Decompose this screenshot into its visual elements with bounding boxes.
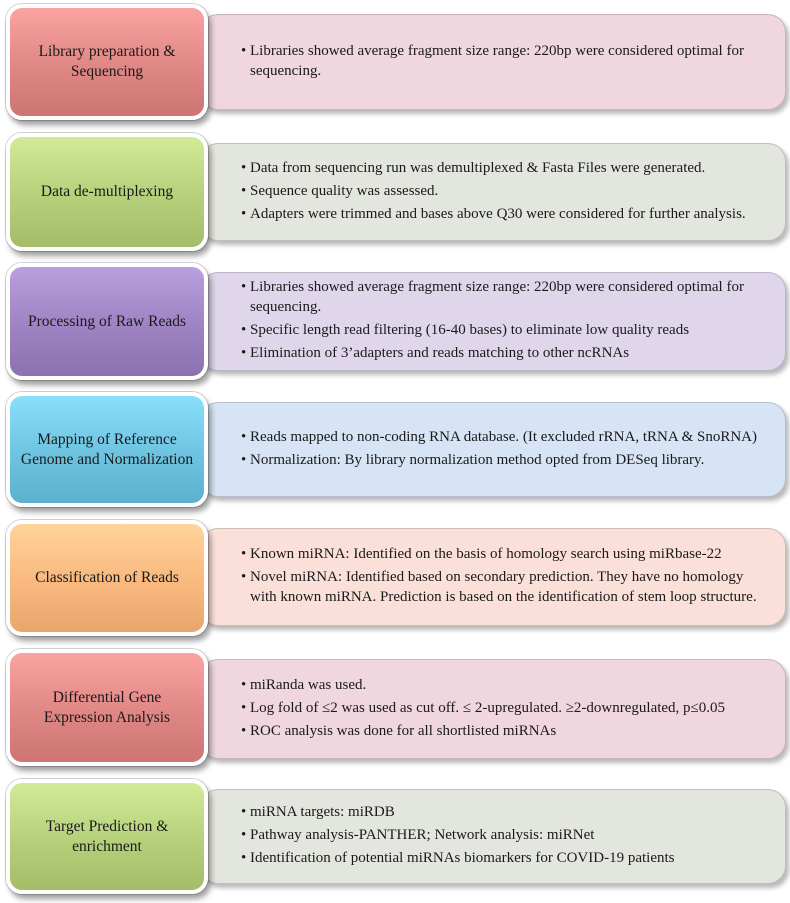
step-label-box [6,649,208,766]
step-detail-panel [200,143,786,241]
step-label-box [6,133,208,251]
step-label-box [6,520,208,636]
workflow-step-row [0,394,790,505]
step-detail-panel [200,14,786,110]
step-label: Differential Gene Expression Analysis [43,688,171,726]
step-label: Target Prediction & enrichment [45,817,169,855]
step-label: Processing of Raw Reads [28,312,186,330]
step-bullet: • Log fold of ≤2 was used as cut off. ≤ 2-upregulated. ≥2-downregulated, p≤0.05 [241,698,769,718]
step-bullet-list [241,675,769,744]
workflow-step-row [0,265,790,378]
step-bullet: • Elimination of 3’adapters and reads matching to other ncRNAs [241,343,769,363]
step-bullet: • Adapters were trimmed and bases above Q30 were considered for further analysis. [241,204,769,224]
workflow-step-row [0,522,790,634]
step-bullet: • miRNA targets: miRDB [241,802,769,822]
workflow-step-row [0,135,790,249]
step-bullet: • Identification of potential miRNAs biomarkers for COVID-19 patients [241,848,769,868]
step-bullet: • Known miRNA: Identified on the basis of homology search using miRbase-22 [241,544,769,564]
step-bullet-list [241,802,769,871]
step-bullet: • Normalization: By library normalization method opted from DESeq library. [241,450,769,470]
step-bullet: • ROC analysis was done for all shortlisted miRNAs [241,721,769,741]
step-bullet-list [241,41,769,84]
step-bullet: • Reads mapped to non-coding RNA database. (It excluded rRNA, tRNA & SnoRNA) [241,427,769,447]
step-label: Classification of Reads [35,569,179,586]
step-detail-panel [200,402,786,497]
step-label: Mapping of Reference Genome and Normalization [20,430,194,468]
step-detail-panel [200,272,786,371]
step-label-box [6,4,208,120]
workflow-step-row [0,6,790,118]
step-bullet: • Pathway analysis-PANTHER; Network analysis: miRNet [241,825,769,845]
step-detail-panel [200,528,786,626]
step-bullet: • Libraries showed average fragment size range: 220bp were considered optimal for sequencing. [241,41,769,81]
step-label: Library preparation & Sequencing [38,43,176,80]
step-label-box [6,263,208,380]
step-detail-panel [200,789,786,884]
step-bullet: • Specific length read filtering (16-40 bases) to eliminate low quality reads [241,320,769,340]
step-label-box [6,779,208,894]
workflow-step-row [0,781,790,892]
step-bullet: • Data from sequencing run was demultiplexed & Fasta Files were generated. [241,158,769,178]
step-bullet: • Libraries showed average fragment size range: 220bp were considered optimal for sequencing. [241,277,769,317]
step-label-box [6,392,208,507]
step-bullet-list [241,544,769,610]
step-detail-panel [200,659,786,759]
step-bullet-list [241,158,769,227]
step-bullet-list [241,277,769,366]
step-bullet: • Sequence quality was assessed. [241,181,769,201]
step-bullet-list [241,427,769,473]
step-label: Data de-multiplexing [40,183,174,200]
step-bullet: • Novel miRNA: Identified based on secondary prediction. They have no homology with known miRNA. Prediction is based on the identification of stem loop structure. [241,567,769,607]
step-bullet: • miRanda was used. [241,675,769,695]
workflow-step-row [0,651,790,764]
